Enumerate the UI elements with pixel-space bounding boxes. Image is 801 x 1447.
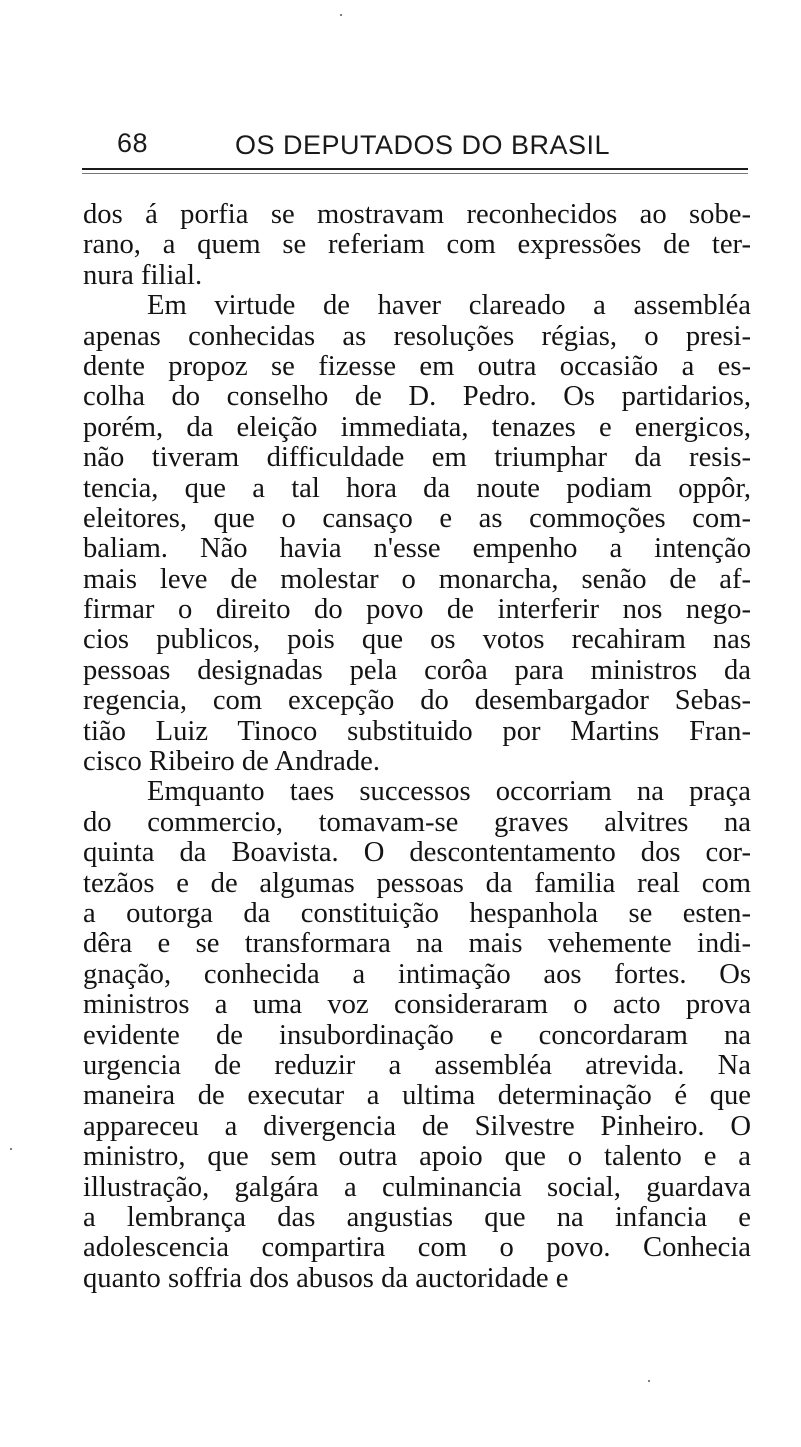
text-line: porém, da eleição immediata, tenazes e energicos,	[83, 411, 751, 443]
text-line: mais leve de molestar o monarcha, senão de af-	[83, 563, 751, 595]
text-line: colha do conselho de D. Pedro. Os partidarios,	[83, 381, 751, 413]
text-line: illustração, galgára a culminancia social, guardava	[83, 1171, 751, 1203]
body-text	[83, 200, 751, 1294]
text-line: urgencia de reduzir a assembléa atrevida. Na	[83, 1049, 751, 1081]
text-line: firmar o direito do povo de interferir nos nego-	[83, 594, 751, 626]
text-line: Emquanto taes successos occorriam na praça	[147, 776, 751, 808]
text-line: regencia, com excepção do desembargador Sebas-	[83, 685, 751, 717]
text-line: gnação, conhecida a intimação aos fortes. Os	[83, 958, 751, 990]
text-line: rano, a quem se referiam com expressões de ter-	[83, 229, 751, 261]
text-line: maneira de executar a ultima determinação é que	[83, 1080, 751, 1112]
text-line: eleitores, que o cansaço e as commoções com-	[83, 502, 751, 534]
text-line: tencia, que a tal hora da noute podiam oppôr,	[83, 472, 751, 504]
header-rule-thin	[82, 173, 748, 174]
running-title: OS DEPUTADOS DO BRASIL	[235, 130, 611, 160]
speck	[340, 14, 342, 16]
text-line: ministro, que sem outra apoio que o talento e a	[83, 1141, 751, 1173]
text-line: tião Luiz Tinoco substituido por Martins Fran-	[83, 715, 751, 747]
header-rule	[82, 168, 748, 170]
text-line: cisco Ribeiro de Andrade.	[83, 746, 380, 778]
page-number: 68	[117, 128, 149, 158]
text-line: evidente de insubordinação e concordaram na	[83, 1019, 751, 1051]
text-line: ministros a uma voz consideraram o acto prova	[83, 989, 751, 1021]
page-header	[82, 128, 750, 164]
text-line: apenas conhecidas as resoluções régias, o presi-	[83, 320, 751, 352]
text-line: dos á porfia se mostravam reconhecidos ao sobe-	[83, 199, 751, 230]
text-line: baliam. Não havia n'esse empenho a intenção	[83, 533, 751, 565]
text-line: pessoas designadas pela corôa para ministros da	[83, 654, 751, 686]
text-line: cios publicos, pois que os votos recahiram nas	[83, 624, 751, 656]
text-line: Em virtude de haver clareado a assembléa	[147, 290, 751, 322]
text-line: dêra e se transformara na mais vehemente indi-	[83, 928, 751, 960]
text-line: appareceu a divergencia de Silvestre Pinheiro. O	[83, 1110, 751, 1142]
text-line: a outorga da constituição hespanhola se esten-	[83, 897, 751, 929]
speck	[10, 1148, 12, 1150]
text-line: a lembrança das angustias que na infancia e	[83, 1201, 751, 1233]
text-line: quanto soffria dos abusos da auctoridade e	[83, 1262, 569, 1294]
text-line: do commercio, tomavam-se graves alvitres na	[83, 806, 751, 838]
text-line: não tiveram difficuldade em triumphar da resis-	[83, 442, 751, 474]
text-line: tezãos e de algumas pessoas da familia real com	[83, 867, 751, 899]
text-line: nura filial.	[83, 259, 203, 291]
text-line: adolescencia compartira com o povo. Conhecia	[83, 1232, 751, 1264]
text-line: dente propoz se fizesse em outra occasião a es-	[83, 350, 751, 382]
text-line: quinta da Boavista. O descontentamento dos cor-	[83, 837, 751, 869]
speck	[648, 1380, 650, 1382]
